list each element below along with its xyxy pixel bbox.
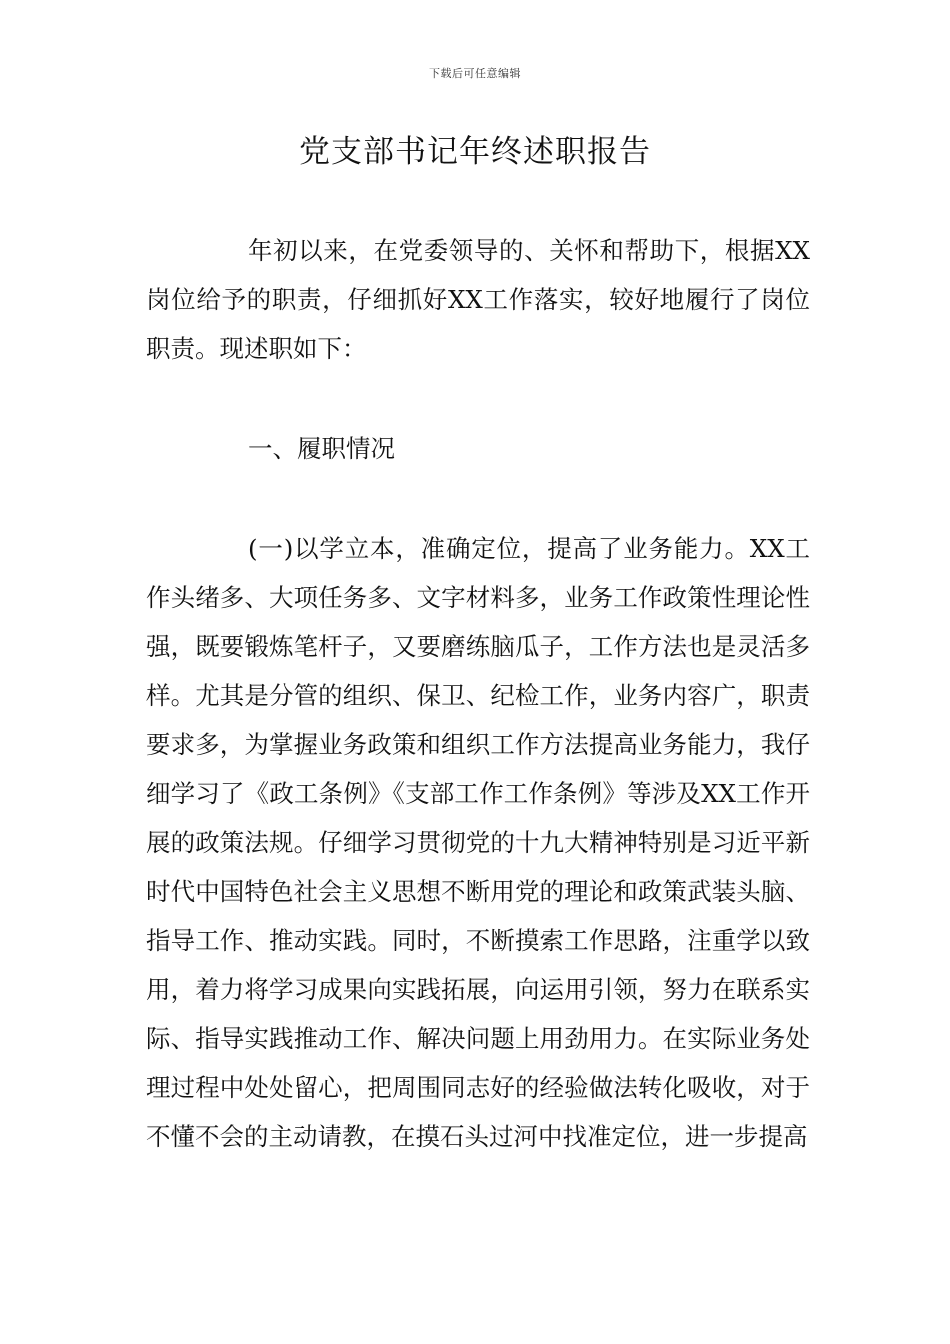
subsection-paragraph: (一)以学立本，准确定位，提高了业务能力。XX工作头绪多、大项任务多、文字材料多，业务工作政策性理论性强，既要锻炼笔杆子，又要磨练脑瓜子，工作方法也是灵活多样。尤其是分管的组织、保卫、纪检工作，业务内容广，职责要求多，为掌握业务政策和组织工作方法提高业务能力，我仔细学习了《政工条例》《支部工作工作条例》等涉及XX工作开展的政策法规。仔细学习贯彻党的十九大精神特别是习近平新时代中国特色社会主义思想不断用党的理论和政策武装头脑、指导工作、推动实践。同时，不断摸索工作思路，注重学以致用，着力将学习成果向实践拓展，向运用引领，努力在联系实际、指导实践推动工作、解决问题上用劲用力。在实际业务处理过程中处处留心，把周围同志好的经验做法转化吸收，对于不懂不会的主动请教，在摸石头过河中找准定位，进一步提高	[146, 534, 810, 1151]
document-title: 党支部书记年终述职报告	[299, 134, 651, 170]
section-heading: 一、履职情况	[248, 434, 395, 463]
intro-paragraph: 年初以来，在党委领导的、关怀和帮助下，根据XX岗位给予的职责，仔细抓好XX工作落实，较好地履行了岗位职责。现述职如下：	[146, 236, 810, 363]
header-note: 下载后可任意编辑	[429, 67, 521, 80]
